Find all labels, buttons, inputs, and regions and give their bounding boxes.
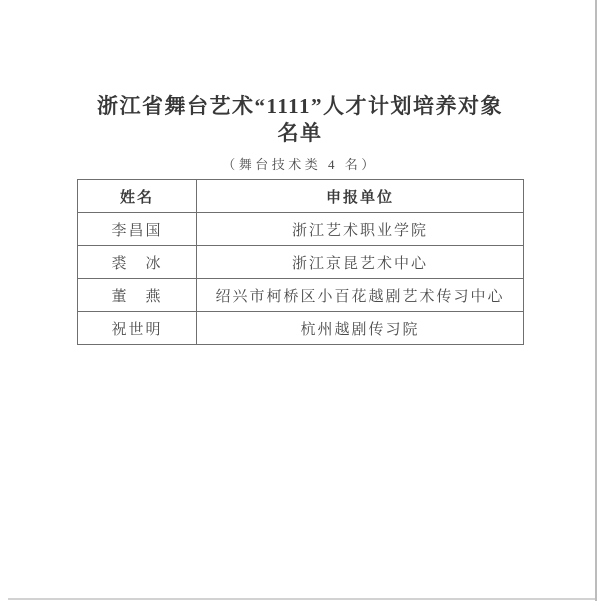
table-header-row (78, 180, 524, 213)
roster-table (77, 179, 524, 345)
table-row (78, 246, 524, 279)
cell-name: 祝世明 (78, 312, 197, 345)
cell-name: 裘 冰 (78, 246, 197, 279)
table-row (78, 312, 524, 345)
cell-unit: 杭州越剧传习院 (197, 312, 524, 345)
cell-unit: 浙江艺术职业学院 (197, 213, 524, 246)
document-title-line1: 浙江省舞台艺术“1111”人才计划培养对象 (96, 94, 504, 118)
table-row (78, 213, 524, 246)
document-title-line2: 名单 (277, 121, 323, 145)
cell-unit: 浙江京昆艺术中心 (197, 246, 524, 279)
header-cell-name: 姓名 (78, 180, 197, 213)
scan-edge-right (595, 0, 597, 601)
cell-name: 李昌国 (78, 213, 197, 246)
cell-unit: 绍兴市柯桥区小百花越剧艺术传习中心 (197, 279, 524, 312)
document-subtitle: （舞台技术类 4 名） (222, 157, 378, 172)
scan-edge-bottom (8, 598, 595, 600)
header-cell-unit: 申报单位 (197, 180, 524, 213)
document-title (0, 93, 600, 147)
cell-name: 董 燕 (78, 279, 197, 312)
table-row (78, 279, 524, 312)
